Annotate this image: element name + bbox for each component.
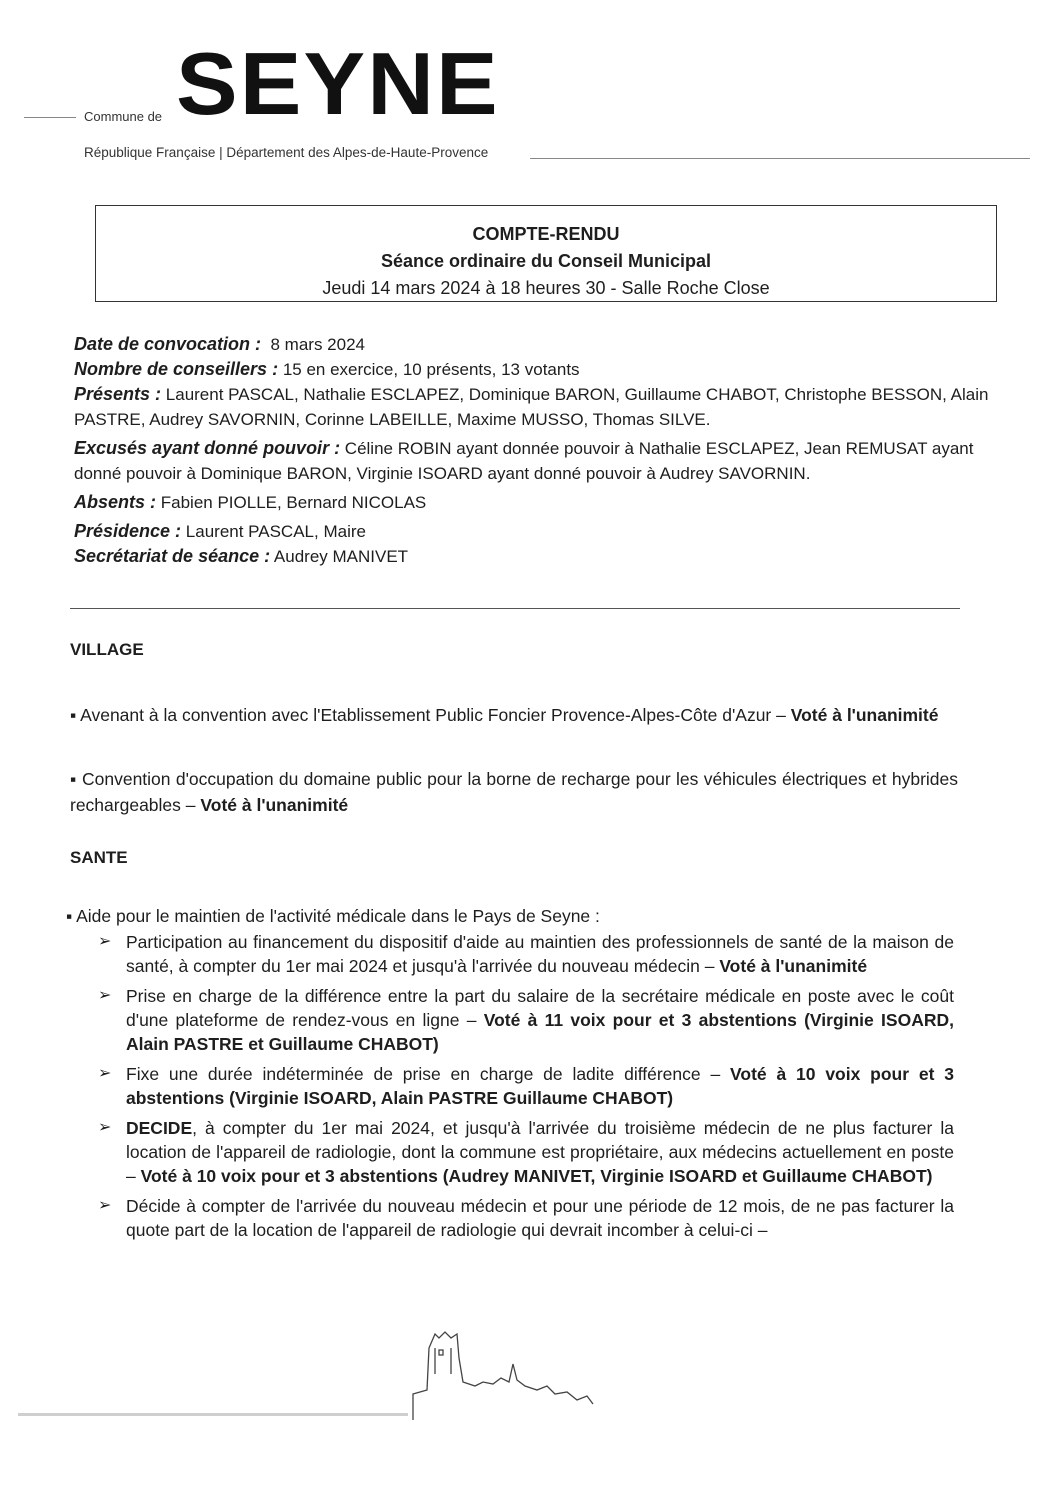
convocation-row: [74, 332, 994, 357]
village-item-2-vote: Voté à l'unanimité: [200, 795, 349, 815]
village-item-2-text: ▪ Convention d'occupation du domaine public pour la borne de recharge pour les véhicules électriques et hybrides rechargeables –: [70, 769, 958, 815]
sante-item-4-lead: DECIDE: [126, 1118, 193, 1138]
sante-item-3: [74, 1062, 954, 1110]
sante-item-1-vote: Voté à l'unanimité: [719, 956, 868, 976]
absents-row: [74, 490, 994, 515]
header-rule-right: [530, 158, 1030, 159]
commune-de-label: Commune de: [84, 109, 163, 124]
section-title-sante: SANTE: [70, 848, 128, 867]
sante-item-1-text: Participation au financement du dispositif d'aide au maintien des professionnels de santé de la maison de santé, à compter du 1er mai 2024 et jusqu'à l'arrivée du nouveau médecin –: [126, 932, 954, 976]
separator-line: [70, 608, 960, 609]
presidence-label: Présidence :: [74, 521, 182, 541]
presents-label: Présents :: [74, 384, 162, 404]
presidence-row: [74, 519, 994, 544]
sante-intro: ▪ Aide pour le maintien de l'activité médicale dans le Pays de Seyne :: [66, 906, 600, 926]
secretariat-row: [74, 544, 994, 569]
excuses-label: Excusés ayant donné pouvoir :: [74, 438, 341, 458]
seyne-logo: SEYNE: [176, 34, 500, 133]
header-rule-left: [24, 117, 76, 118]
conseillers-row: [74, 357, 994, 382]
convocation-label: Date de convocation :: [74, 334, 262, 354]
village-item-1-text: ▪ Avenant à la convention avec l'Etablissement Public Foncier Provence-Alpes-Côte d'Azur –: [70, 705, 786, 725]
presents-row: [74, 382, 994, 432]
sante-arrow-list: [74, 930, 954, 1248]
sante-item-4: [74, 1116, 954, 1188]
doc-subtitle: Séance ordinaire du Conseil Municipal: [380, 251, 712, 271]
arrow-bullet-icon: ➢: [98, 1065, 112, 1082]
sante-item-2-text: Prise en charge de la différence entre la part du salaire de la secrétaire médicale en poste avec le coût d'une plateforme de rendez-vous en ligne –: [126, 986, 954, 1030]
title-box: [95, 205, 997, 302]
section-title-village: VILLAGE: [70, 640, 144, 659]
convocation-value: 8 mars 2024: [270, 335, 365, 354]
sante-item-5-text: Décide à compter de l'arrivée du nouveau médecin et pour une période de 12 mois, de ne pas facturer la quote part de la location de l'appareil de radiologie qui devrait incomber à celui-ci –: [126, 1196, 954, 1240]
sante-item-2-vote: Voté à 11 voix pour et 3 abstentions (Virginie ISOARD, Alain PASTRE et Guillaume CHABOT): [126, 1010, 954, 1054]
absents-value: Fabien PIOLLE, Bernard NICOLAS: [160, 493, 427, 512]
village-item-2: [70, 766, 958, 818]
excuses-value: Céline ROBIN ayant donnée pouvoir à Nathalie ESCLAPEZ, Jean REMUSAT ayant donné pouvoir à Dominique BARON, Virginie ISOARD ayant donné pouvoir à Audrey SAVORNIN.: [74, 439, 974, 483]
tower-drawing-icon: [405, 1328, 605, 1423]
sante-item-4-vote: Voté à 10 voix pour et 3 abstentions (Audrey MANIVET, Virginie ISOARD et Guillaume CHABOT): [140, 1166, 933, 1186]
sante-item-2: [74, 984, 954, 1056]
presents-value: Laurent PASCAL, Nathalie ESCLAPEZ, Dominique BARON, Guillaume CHABOT, Christophe BESSON, Alain PASTRE, Audrey SAVORNIN, Corinne LABEILLE, Maxime MUSSO, Thomas SILVE.: [74, 385, 989, 429]
arrow-bullet-icon: ➢: [98, 987, 112, 1004]
arrow-bullet-icon: ➢: [98, 933, 112, 950]
sante-item-3-text: Fixe une durée indéterminée de prise en charge de ladite différence –: [126, 1064, 721, 1084]
arrow-bullet-icon: ➢: [98, 1119, 112, 1136]
village-item-1-vote: Voté à l'unanimité: [790, 705, 939, 725]
sante-item-5: [74, 1194, 954, 1242]
sante-item-1: [74, 930, 954, 978]
session-info: [74, 332, 994, 569]
arrow-bullet-icon: ➢: [98, 1197, 112, 1214]
republique-label: République Française | Département des Alpes-de-Haute-Provence: [84, 145, 489, 160]
sante-item-4-text: , à compter du 1er mai 2024, et jusqu'à l'arrivée du troisième médecin de ne plus facturer la location de l'appareil de radiologie, dont la commune est propriétaire, aux médecins actuellement en poste –: [126, 1118, 954, 1186]
secretariat-value: Audrey MANIVET: [273, 547, 409, 566]
doc-title: COMPTE-RENDU: [472, 224, 620, 244]
doc-date-location: Jeudi 14 mars 2024 à 18 heures 30 - Salle Roche Close: [322, 278, 770, 298]
footer-line: [18, 1413, 408, 1416]
sante-item-3-vote: Voté à 10 voix pour et 3 abstentions (Virginie ISOARD, Alain PASTRE Guillaume CHABOT): [126, 1064, 954, 1108]
excuses-row: [74, 436, 994, 486]
secretariat-label: Secrétariat de séance :: [74, 546, 271, 566]
conseillers-label: Nombre de conseillers :: [74, 359, 279, 379]
conseillers-value: 15 en exercice, 10 présents, 13 votants: [282, 360, 580, 379]
presidence-value: Laurent PASCAL, Maire: [185, 522, 366, 541]
absents-label: Absents :: [74, 492, 157, 512]
village-item-1: [70, 702, 958, 728]
